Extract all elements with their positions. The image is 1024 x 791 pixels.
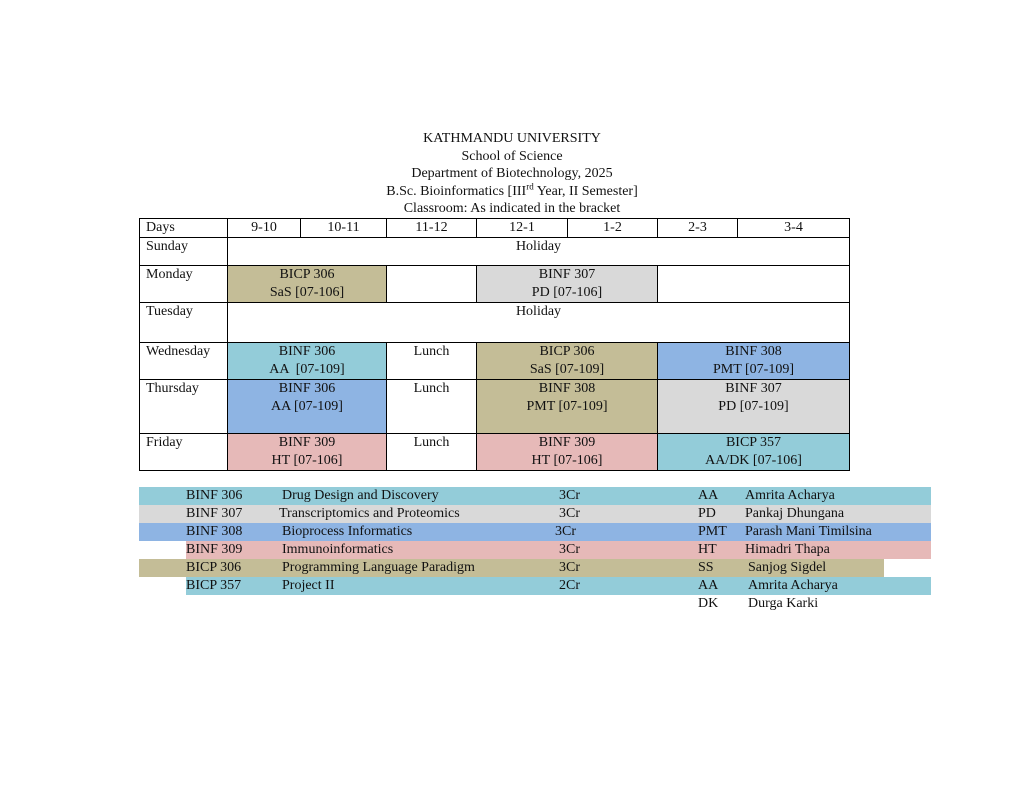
course-code: BINF 306 bbox=[278, 381, 336, 396]
day-monday: Monday bbox=[140, 266, 228, 303]
monday-slot-1 bbox=[228, 266, 387, 303]
legend-credits: 3Cr bbox=[559, 488, 580, 503]
wednesday-slot-1 bbox=[228, 343, 387, 380]
program-title-pre: B.Sc. Bioinformatics [III bbox=[386, 183, 527, 199]
legend-teacher: Himadri Thapa bbox=[745, 542, 830, 557]
course-room: PMT [07-109] bbox=[526, 399, 608, 414]
header-9-10: 9-10 bbox=[228, 219, 301, 238]
course-code: BINF 309 bbox=[278, 435, 336, 450]
legend-abbr: PMT bbox=[698, 524, 727, 539]
legend-credits: 3Cr bbox=[555, 524, 576, 539]
course-room: PD [07-106] bbox=[531, 285, 603, 300]
legend-row bbox=[139, 487, 931, 505]
course-code: BINF 307 bbox=[725, 381, 782, 396]
course-code: BICP 357 bbox=[725, 435, 782, 450]
day-thursday: Thursday bbox=[140, 380, 228, 434]
course-code: BINF 306 bbox=[278, 344, 336, 359]
course-code: BINF 308 bbox=[725, 344, 782, 359]
monday-slot-2 bbox=[477, 266, 658, 303]
program-title bbox=[0, 180, 1024, 201]
legend-abbr: PD bbox=[698, 506, 716, 521]
course-room: AA [07-109] bbox=[271, 399, 343, 414]
wednesday-slot-3 bbox=[658, 343, 850, 380]
timetable bbox=[139, 218, 850, 471]
header-10-11: 10-11 bbox=[301, 219, 387, 238]
legend-course-name: Transcriptomics and Proteomics bbox=[279, 506, 460, 521]
legend-row bbox=[139, 577, 931, 595]
course-room: PMT [07-109] bbox=[712, 362, 795, 377]
legend-row bbox=[139, 595, 931, 613]
header-12-1: 12-1 bbox=[477, 219, 568, 238]
monday-empty-2 bbox=[658, 266, 850, 303]
course-room: AA/DK [07-106] bbox=[705, 453, 802, 468]
row-monday bbox=[140, 266, 850, 303]
monday-empty-1 bbox=[387, 266, 477, 303]
thursday-slot-1 bbox=[228, 380, 387, 434]
friday-slot-3 bbox=[658, 434, 850, 471]
header-2-3: 2-3 bbox=[658, 219, 738, 238]
row-friday bbox=[140, 434, 850, 471]
legend-teacher: Amrita Acharya bbox=[745, 488, 835, 503]
department-name: Department of Biotechnology, 2025 bbox=[411, 166, 613, 181]
friday-slot-1 bbox=[228, 434, 387, 471]
thursday-slot-2 bbox=[477, 380, 658, 434]
header-1-2: 1-2 bbox=[568, 219, 658, 238]
legend-teacher: Durga Karki bbox=[748, 596, 819, 611]
course-code: BINF 309 bbox=[538, 435, 596, 450]
legend-row bbox=[139, 541, 931, 559]
legend-row bbox=[139, 505, 931, 523]
course-code: BICP 306 bbox=[539, 344, 595, 359]
course-code: BINF 307 bbox=[538, 267, 596, 282]
row-sunday bbox=[140, 238, 850, 266]
legend-abbr: HT bbox=[698, 542, 717, 557]
row-thursday bbox=[140, 380, 850, 434]
legend-credits: 2Cr bbox=[559, 578, 580, 593]
thursday-slot-3 bbox=[658, 380, 850, 434]
wednesday-slot-2 bbox=[477, 343, 658, 380]
legend-teacher: Pankaj Dhungana bbox=[745, 506, 845, 521]
course-room: HT [07-106] bbox=[531, 453, 603, 468]
day-tuesday: Tuesday bbox=[140, 303, 228, 343]
school-name: School of Science bbox=[461, 148, 563, 164]
legend-row bbox=[139, 559, 931, 577]
row-tuesday bbox=[140, 303, 850, 343]
course-room: SaS [07-106] bbox=[269, 285, 345, 300]
header-3-4: 3-4 bbox=[738, 219, 850, 238]
thursday-lunch: Lunch bbox=[387, 380, 477, 434]
legend-course-name: Drug Design and Discovery bbox=[282, 488, 439, 503]
course-room: PD [07-109] bbox=[718, 399, 789, 414]
legend-abbr: AA bbox=[698, 578, 719, 593]
legend-credits: 3Cr bbox=[559, 542, 580, 557]
legend-code: BINF 308 bbox=[186, 524, 243, 539]
day-friday: Friday bbox=[140, 434, 228, 471]
header-11-12: 11-12 bbox=[387, 219, 477, 238]
friday-lunch: Lunch bbox=[387, 434, 477, 471]
legend-code: BINF 309 bbox=[186, 542, 243, 557]
legend-course-name: Programming Language Paradigm bbox=[282, 560, 475, 575]
classroom-note: Classroom: As indicated in the bracket bbox=[403, 201, 621, 216]
legend-credits: 3Cr bbox=[559, 506, 580, 521]
legend-teacher: Parash Mani Timilsina bbox=[745, 524, 872, 539]
university-name: KATHMANDU UNIVERSITY bbox=[423, 131, 601, 146]
program-title-sup: rd bbox=[526, 180, 534, 191]
legend-abbr: DK bbox=[698, 596, 719, 611]
legend-code: BICP 306 bbox=[186, 560, 242, 575]
course-room: AA [07-109] bbox=[269, 362, 345, 377]
course-code: BINF 308 bbox=[538, 381, 596, 396]
course-legend bbox=[139, 487, 931, 613]
sunday-holiday: Holiday bbox=[228, 238, 850, 266]
legend-course-name: Immunoinformatics bbox=[282, 542, 394, 557]
day-wednesday: Wednesday bbox=[140, 343, 228, 380]
day-sunday: Sunday bbox=[140, 238, 228, 266]
tuesday-holiday: Holiday bbox=[228, 303, 850, 343]
header-days: Days bbox=[140, 219, 228, 238]
course-code: BICP 306 bbox=[279, 267, 335, 282]
legend-abbr: AA bbox=[698, 488, 719, 503]
legend-code: BINF 307 bbox=[186, 506, 243, 521]
legend-teacher: Sanjog Sigdel bbox=[748, 560, 827, 575]
legend-credits: 3Cr bbox=[559, 560, 580, 575]
row-wednesday bbox=[140, 343, 850, 380]
legend-course-name: Bioprocess Informatics bbox=[282, 524, 413, 539]
course-room: HT [07-106] bbox=[271, 453, 343, 468]
friday-slot-2 bbox=[477, 434, 658, 471]
legend-abbr: SS bbox=[698, 560, 714, 575]
timetable-header-row bbox=[140, 219, 850, 238]
legend-code: BINF 306 bbox=[186, 488, 243, 503]
legend-teacher: Amrita Acharya bbox=[748, 578, 838, 593]
legend-course-name: Project II bbox=[282, 578, 335, 593]
course-room: SaS [07-109] bbox=[529, 362, 605, 377]
legend-row bbox=[139, 523, 931, 541]
legend-code: BICP 357 bbox=[186, 578, 242, 593]
page-header bbox=[0, 130, 1024, 218]
wednesday-lunch: Lunch bbox=[387, 343, 477, 380]
program-title-post: Year, II Semester] bbox=[533, 183, 638, 199]
